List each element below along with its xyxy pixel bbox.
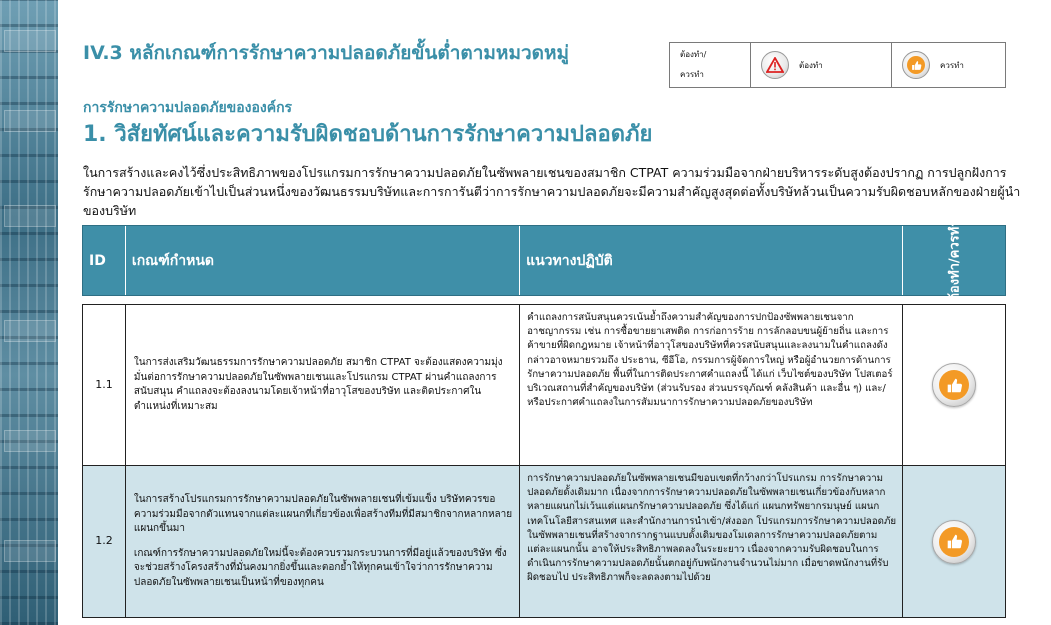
- decorative-container-image: [0, 0, 58, 625]
- criteria-text: ในการส่งเสริมวัฒนธรรมการรักษาความปลอดภัย สมาชิก CTPAT จะต้องแสดงความมุ่งมั่นต่อการรักษาความปลอดภัยในซัพพลายเชนและโปรแกรม CTPAT ผ่านคำแถลงการสนับสนุน คำแถลงจะต้องลงนามโดยเจ้าหน้าที่อาวุโสของบริษัท และติดประกาศในตำแหน่งที่เหมาะสม: [133, 357, 503, 412]
- row-flag: [903, 466, 1005, 617]
- table-row: [83, 466, 1005, 617]
- row-criteria: [126, 466, 520, 617]
- legend-label-line2: ควรทำ: [680, 70, 704, 79]
- criteria-text: ในการสร้างโปรแกรมการรักษาความปลอดภัยในซัพพลายเชนที่เข้มแข็ง บริษัทควรขอความร่วมมือจากตัวแทนจากแต่ละแผนกที่เกี่ยวข้องเพื่อสร้างทีมที่มีสมาชิกจากหลากหลายแผนกขึ้นมา: [133, 494, 513, 534]
- criteria-table: [82, 304, 1006, 618]
- legend-box: [669, 42, 1006, 88]
- header-flag-label: ต้องทำ/ควรทำ: [947, 219, 963, 302]
- table-header: [82, 219, 1006, 302]
- row-flag: [903, 305, 1005, 465]
- page-title: IV.3 หลักเกณฑ์การรักษาความปลอดภัยขั้นต่ำตามหมวดหมู่: [83, 42, 570, 64]
- table-row: [83, 305, 1005, 466]
- header-flag: [903, 219, 1005, 302]
- thumbs-up-icon: [902, 51, 930, 79]
- thumbs-up-icon: [932, 520, 976, 564]
- legend-should-label: ควรทำ: [940, 60, 964, 70]
- row-guidance: คำแถลงการสนับสนุนควรเน้นย้ำถึงความสำคัญของการปกป้องซัพพลายเชนจากอาชญากรรม เช่น การซื้อขายยาเสพติด การก่อการร้าย การลักลอบขนผู้ย้ายถิ่น และการค้าขายที่ผิดกฎหมาย เจ้าหน้าที่อาวุโสของบริษัทที่ควรสนับสนุนและลงนามในคำแถลงดังกล่าวอาจหมายรวมถึง ประธาน, ซีอีโอ, กรรมการผู้จัดการใหญ่ หรือผู้อำนวยการด้านการรักษาความปลอดภัย พื้นที่ในการติดประกาศคำแถลงนี้ ได้แก่ เว็บไซต์ของบริษัท โปสเตอร์ บริเวณสถานที่สำคัญของบริษัท (ส่วนรับรอง ส่วนบรรจุภัณฑ์ คลังสินค้า และอื่น ๆ) และ/หรือประกาศคำแถลงในการสัมมนาการรักษาความปลอดภัยของบริษัท: [520, 305, 903, 465]
- thumbs-up-icon: [932, 363, 976, 407]
- legend-label-line1: ต้องทำ/: [680, 50, 707, 59]
- legend-must: [751, 43, 892, 87]
- header-guidance: แนวทางปฏิบัติ: [520, 226, 903, 295]
- criteria-text: เกณฑ์การรักษาความปลอดภัยใหม่นี้จะต้องควบรวมกระบวนการที่มีอยู่แล้วของบริษัท ซึ่งจะช่วยสร้างโครงสร้างที่มั่นคงมากยิ่งขึ้นและตอกย้ำให้ทุกคนเข้าใจว่าการรักษาความปลอดภัยในซัพพลายเชนเป็นหน้าที่ของทุกคน: [133, 547, 507, 588]
- row-id: 1.1: [83, 305, 126, 465]
- legend-should: [892, 43, 1005, 87]
- legend-must-label: ต้องทำ: [799, 60, 823, 70]
- row-id: 1.2: [83, 466, 126, 617]
- legend-label: [670, 43, 751, 87]
- row-guidance: การรักษาความปลอดภัยในซัพพลายเชนมีขอบเขตที่กว้างกว่าโปรแกรม การรักษาความปลอดภัยดั้งเดิมมาก เนื่องจากการรักษาความปลอดภัยในซัพพลายเชนเกี่ยวข้องกับหลากหลายแผนกไม่เว้นแต่แผนกรักษาความปลอดภัย ซึ่งได้แก่ แผนกทรัพยากรมนุษย์ แผนกเทคโนโลยีสารสนเทศ และสำนักงานการนำเข้า/ส่งออก โปรแกรมการรักษาความปลอดภัยในซัพพลายเชนที่สร้างจากรากฐานแบบดั้งเดิมของโมเดลการรักษาความปลอดภัยตามแต่ละแผนกนั้น อาจให้ประสิทธิภาพลดลงในระยะยาว เนื่องจากความรับผิดชอบในการดำเนินการรักษาความปลอดภัยนั้นตกอยู่กับพนักงานจำนวนไม่มาก เมื่อขาดพนักงานที่รับผิดชอบไป ประสิทธิภาพก็จะลดลงตามไปด้วย: [520, 466, 903, 617]
- warning-triangle-icon: [761, 51, 789, 79]
- header-id: ID: [83, 226, 126, 295]
- section-heading: 1. วิสัยทัศน์และความรับผิดชอบด้านการรักษาความปลอดภัย: [83, 122, 653, 147]
- row-criteria: [126, 305, 520, 465]
- header-criteria: เกณฑ์กำหนด: [126, 226, 520, 295]
- intro-paragraph: ในการสร้างและคงไว้ซึ่งประสิทธิภาพของโปรแกรมการรักษาความปลอดภัยในซัพพลายเชนของสมาชิก CTPAT ความร่วมมือจากฝ่ายบริหารระดับสูงต้องปรากฏ การปลูกฝังการรักษาความปลอดภัยเข้าไปเป็นส่วนหนึ่งของวัฒนธรรมบริษัทและการการันตีว่าการรักษาความปลอดภัยจะมีความสำคัญสูงสุดต่อทั้งบริษัทล้วนเป็นความรับผิดชอบหลักของฝ่ายผู้นำของบริษัท: [83, 165, 1021, 218]
- section-subtitle: การรักษาความปลอดภัยขององค์กร: [83, 100, 293, 116]
